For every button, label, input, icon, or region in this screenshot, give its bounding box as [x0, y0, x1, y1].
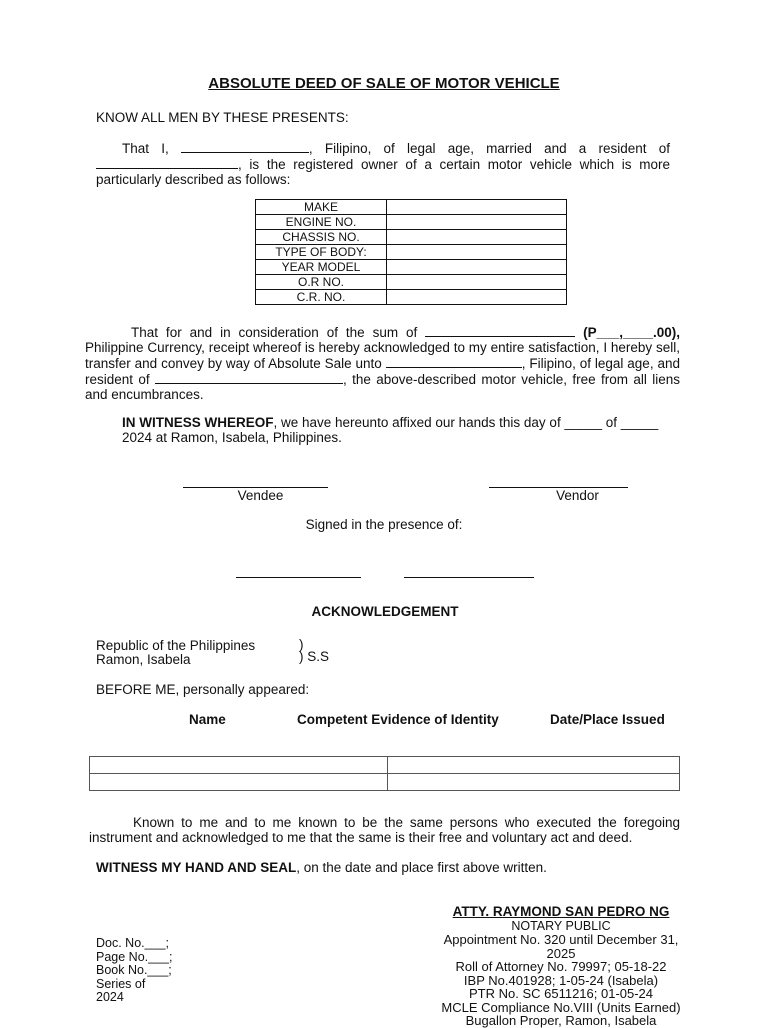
amount-words-blank: [425, 324, 575, 337]
witness-paragraph: IN WITNESS WHEREOF, we have hereunto affixed our hands this day of _____ of _____ 2024 at Ramon, Isabela, Philippines.: [122, 415, 659, 445]
notary-name: ATTY. RAYMOND SAN PEDRO NG: [452, 904, 670, 919]
doc-block: Doc. No.___; Page No.___; Book No.___; Series of 2024: [96, 936, 173, 1004]
ownership-paragraph: That I, , Filipino, of legal age, married and a resident of , is the registered owner of a certain motor vehicle which is more particularly described as follows:: [96, 141, 670, 187]
vehicle-field-value: [387, 230, 567, 245]
vendor-label: Vendor: [556, 488, 599, 503]
vehicle-field-label: MAKE: [256, 200, 387, 215]
vehicle-details-table: [255, 199, 567, 305]
buyer-residence-blank: [155, 371, 343, 384]
vehicle-field-label: ENGINE NO.: [256, 215, 387, 230]
vehicle-field-label: O.R NO.: [256, 275, 387, 290]
consideration-paragraph: That for and in consideration of the sum of (P___,____.00), Philippine Currency, receipt whereof is hereby acknowledged to my entire satisfaction, I hereby sell, transfer and convey by way of Absolute Sale unto , Filipino, of legal age, and resident of , the above-described motor vehicle, free from all liens and encumbrances.: [85, 325, 680, 402]
owner-residence-blank: [96, 156, 238, 169]
venue-ss: ) ) S.S: [299, 637, 330, 664]
table-row: [256, 245, 567, 260]
acknowledgement-title: ACKNOWLEDGEMENT: [311, 604, 459, 619]
table-row: [256, 230, 567, 245]
buyer-name-blank: [386, 355, 522, 368]
document-title: ABSOLUTE DEED OF SALE OF MOTOR VEHICLE: [208, 75, 560, 92]
vehicle-field-label: YEAR MODEL: [256, 260, 387, 275]
vehicle-field-value: [387, 200, 567, 215]
table-row: [256, 200, 567, 215]
notary-block: ATTY. RAYMOND SAN PEDRO NG NOTARY PUBLIC Appointment No. 320 until December 31, 2025 Roll of Attorney No. 79997; 05-18-22 IBP No.401928; 1-05-24 (Isabela) PTR No. SC 6511216; 01-05-24 MCLE Compliance No.VIII (Units Earned) Bugallon Proper, Ramon, Isabela: [430, 905, 692, 1028]
table-row: [256, 290, 567, 305]
vehicle-field-value: [387, 215, 567, 230]
before-me-line: BEFORE ME, personally appeared:: [96, 682, 310, 697]
witness1-signature-line: [236, 577, 361, 578]
vehicle-field-value: [387, 290, 567, 305]
vehicle-field-value: [387, 245, 567, 260]
vehicle-field-label: CHASSIS NO.: [256, 230, 387, 245]
hand-seal-line: WITNESS MY HAND AND SEAL, on the date and place first above written.: [96, 860, 547, 875]
header-date-place: Date/Place Issued: [550, 712, 665, 727]
identity-table: [89, 756, 680, 791]
table-row: [90, 774, 680, 791]
opening-line: KNOW ALL MEN BY THESE PRESENTS:: [96, 110, 349, 125]
header-name: Name: [189, 712, 226, 727]
venue-block: Republic of the Philippines Ramon, Isabela: [96, 638, 256, 667]
presence-line: Signed in the presence of:: [305, 517, 463, 532]
vehicle-field-value: [387, 260, 567, 275]
vehicle-field-label: C.R. NO.: [256, 290, 387, 305]
header-evidence: Competent Evidence of Identity: [297, 712, 499, 727]
amount-figure: (P___,____.00),: [583, 325, 680, 340]
vehicle-field-value: [387, 275, 567, 290]
witness2-signature-line: [404, 577, 534, 578]
vehicle-field-label: TYPE OF BODY:: [256, 245, 387, 260]
table-row: [256, 275, 567, 290]
vendee-label: Vendee: [237, 488, 284, 503]
known-paragraph: Known to me and to me known to be the same persons who executed the foregoing instrument and acknowledged to me that the same is their free and voluntary act and deed.: [89, 815, 680, 845]
table-row: [256, 215, 567, 230]
table-row: [256, 260, 567, 275]
owner-name-blank: [181, 140, 309, 153]
table-row: [90, 757, 680, 774]
